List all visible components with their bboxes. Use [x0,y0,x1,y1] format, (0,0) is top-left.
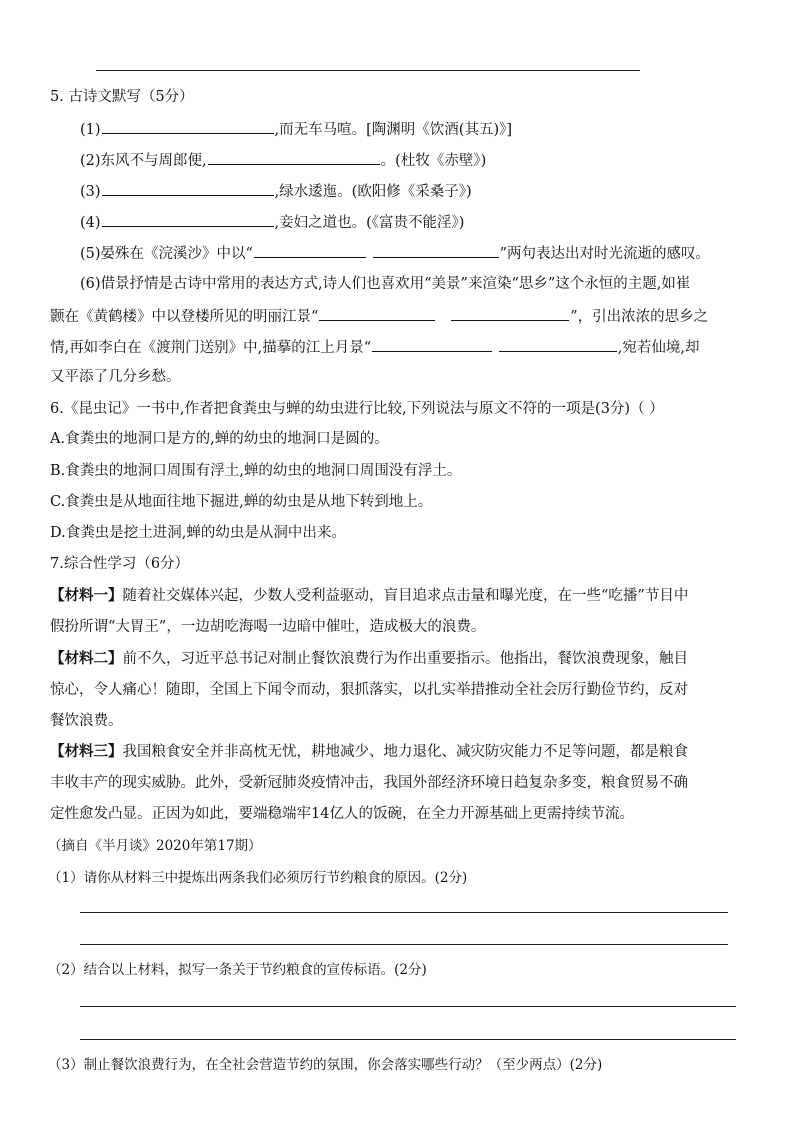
answer-blank[interactable] [451,306,569,321]
q5-line-2 [80,150,486,170]
material-2-line-1 [50,650,688,668]
q6-option-c[interactable]: C.食粪虫是从地面往地下掘进,蝉的幼虫是从地下转到地上。 [50,494,433,510]
q5-line-4 [80,212,464,232]
top-answer-line [96,70,640,71]
q5-line-6c-text-a: 情,再如李白在《渡荆门送别》中,描摹的江上月景“ [50,340,372,356]
q5-line-2-text-a: (2)东风不与周郎便, [80,153,207,169]
answer-blank[interactable] [102,212,274,227]
q5-line-1 [80,119,512,139]
q5-line-4-num: (4) [80,215,101,231]
q6-option-b[interactable]: B.食粪虫的地洞口周围有浮土,蝉的幼虫的地洞口周围没有浮土。 [50,463,462,479]
q7-sub-2: （2）结合以上材料，拟写一条关于节约粮食的宣传标语。(2分) [48,962,427,978]
q5-line-6d: 又平添了几分乡愁。 [50,369,181,385]
q7-sub-3: （3）制止餐饮浪费行为，在全社会营造节约的氛围，你会落实哪些行动？（至少两点）(2分) [48,1057,603,1073]
q5-line-5-text-b: ”两句表达出对时光流逝的感叹。 [499,246,710,262]
q6-option-a[interactable]: A.食粪虫的地洞口是方的,蝉的幼虫的地洞口是圆的。 [50,431,389,447]
q5-title: 5. 古诗文默写（5分） [50,89,194,105]
answer-blank[interactable] [102,119,274,134]
q5-line-1-text: ,而无车马喧。[陶渊明《饮酒(其五)》] [274,122,513,138]
material-1-tag: 【材料一】 [50,587,123,604]
answer-blank[interactable] [208,150,380,165]
q5-line-6b [50,306,708,326]
q5-line-5-text-a: (5)晏殊在《浣溪沙》中以“ [80,246,253,262]
source-note: （摘自《半月谈》2020年第17期） [48,838,262,854]
material-1-text: 随着社交媒体兴起，少数人受利益驱动，盲目追求点击量和曝光度，在一些“吃播”节目中 [122,588,689,604]
answer-blank[interactable] [254,243,366,258]
material-2-line-2: 惊心，令人痛心！随即，全国上下闻令而动，狠抓落实，以扎实举措推动全社会厉行勤俭节约，反对 [50,682,688,698]
q5-line-2-text-b: 。(杜牧《赤壁》) [380,153,487,169]
q5-line-3-text: ,绿水逶迤。(欧阳修《采桑子》) [274,184,472,200]
material-3-text: 我国粮食安全并非高枕无忧，耕地减少、地力退化、减灾防灾能力不足等问题，都是粮食 [122,744,688,760]
material-2-tag: 【材料二】 [50,650,123,667]
q5-line-1-num: (1) [80,122,101,138]
q6-option-d[interactable]: D.食粪虫是挖土进洞,蝉的幼虫是从洞中出来。 [50,525,346,541]
q6-stem: 6.《昆虫记》一书中,作者把食粪虫与蝉的幼虫进行比较,下列说法与原文不符的一项是(3分)（ ） [50,401,664,417]
q5-line-5 [80,243,710,263]
q5-line-6c [50,337,699,357]
material-2-line-3: 餐饮浪费。 [50,713,123,729]
answer-blank[interactable] [373,243,499,258]
answer-line[interactable] [80,944,728,945]
material-3-line-1 [50,743,688,761]
answer-blank[interactable] [102,181,274,196]
q7-title: 7.综合性学习（6分） [50,556,190,572]
answer-line[interactable] [80,1006,736,1007]
q5-line-6c-text-b: ,宛若仙境,却 [617,340,700,356]
material-3-tag: 【材料三】 [50,743,123,760]
material-3-line-3: 定性愈发凸显。正因为如此，要端稳端牢14亿人的饭碗，在全力开源基础上更需持续节流。 [50,806,634,822]
q5-line-6a: (6)借景抒情是古诗中常用的表达方式,诗人们也喜欢用“美景”来渲染“思乡”这个永恒的主题,如崔 [80,276,691,292]
q5-line-3-num: (3) [80,184,101,200]
q5-line-4-text: ,妾妇之道也。(《富贵不能淫》) [274,215,465,231]
answer-line[interactable] [80,1039,736,1040]
answer-line[interactable] [80,912,728,913]
q5-line-6b-text-a: 颢在《黄鹤楼》中以登楼所见的明丽江景“ [50,309,319,325]
material-1-line-2: 假扮所谓“大胃王”，一边胡吃海喝一边暗中催吐，造成极大的浪费。 [50,619,486,635]
answer-blank[interactable] [319,306,435,321]
answer-blank[interactable] [499,337,617,352]
material-3-line-2: 丰收丰产的现实威胁。此外，受新冠肺炎疫情冲击，我国外部经济环境日趋复杂多变，粮食贸易不确 [50,775,688,791]
q7-sub-1: （1）请你从材料三中提炼出两条我们必须厉行节约粮食的原因。(2分) [48,870,468,886]
material-1-line-1 [50,587,688,605]
answer-blank[interactable] [372,337,492,352]
material-2-text: 前不久，习近平总书记对制止餐饮浪费行为作出重要指示。他指出，餐饮浪费现象，触目 [122,651,688,667]
q5-line-3 [80,181,472,201]
q5-line-6b-text-b: ”，引出浓浓的思乡之 [570,309,709,325]
